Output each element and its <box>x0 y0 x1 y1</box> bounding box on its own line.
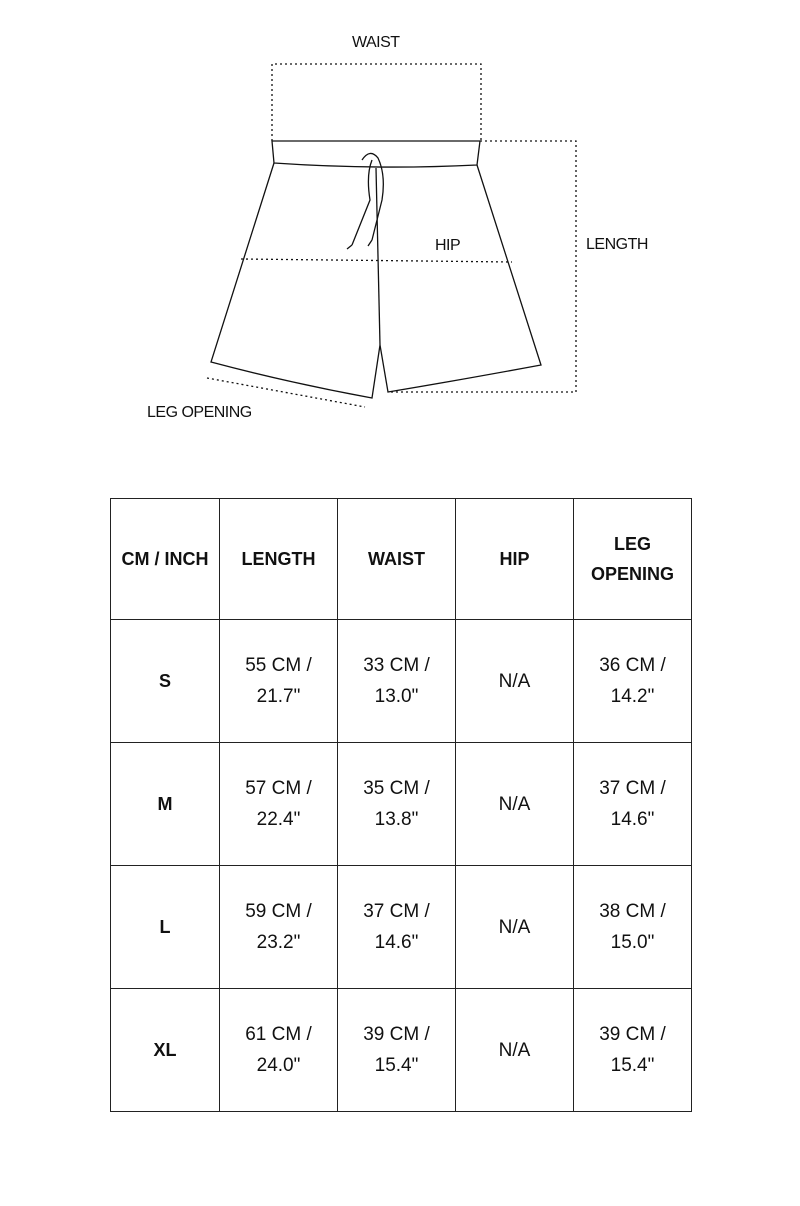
size-cell: M <box>111 743 220 866</box>
hip-cell: N/A <box>456 989 574 1112</box>
header-leg-opening: LEG OPENING <box>574 499 692 620</box>
leg-opening-cell: 37 CM / 14.6" <box>574 743 692 866</box>
hip-cell: N/A <box>456 743 574 866</box>
shorts-illustration <box>0 0 800 440</box>
leg-opening-label: LEG OPENING <box>147 404 252 421</box>
length-cell: 57 CM / 22.4" <box>220 743 338 866</box>
leg-opening-cell: 39 CM / 15.4" <box>574 989 692 1112</box>
header-hip: HIP <box>456 499 574 620</box>
header-waist: WAIST <box>338 499 456 620</box>
table-header-row <box>111 499 692 620</box>
table-row <box>111 743 692 866</box>
leg-opening-cell: 38 CM / 15.0" <box>574 866 692 989</box>
length-label: LENGTH <box>586 236 648 253</box>
center-seam <box>376 168 380 345</box>
hip-guide <box>241 259 512 262</box>
waist-guide <box>272 64 481 141</box>
leg-opening-cell: 36 CM / 14.2" <box>574 620 692 743</box>
waistband-outline <box>272 141 480 167</box>
header-unit: CM / INCH <box>111 499 220 620</box>
waist-cell: 35 CM / 13.8" <box>338 743 456 866</box>
waist-cell: 37 CM / 14.6" <box>338 866 456 989</box>
length-cell: 61 CM / 24.0" <box>220 989 338 1112</box>
waist-cell: 39 CM / 15.4" <box>338 989 456 1112</box>
table-row <box>111 989 692 1112</box>
waist-label: WAIST <box>352 34 400 51</box>
header-length: LENGTH <box>220 499 338 620</box>
table-row <box>111 620 692 743</box>
shorts-diagram <box>0 0 800 440</box>
length-cell: 55 CM / 21.7" <box>220 620 338 743</box>
hip-cell: N/A <box>456 620 574 743</box>
length-cell: 59 CM / 23.2" <box>220 866 338 989</box>
size-cell: L <box>111 866 220 989</box>
size-cell: S <box>111 620 220 743</box>
waist-cell: 33 CM / 13.0" <box>338 620 456 743</box>
table-row <box>111 866 692 989</box>
hip-label: HIP <box>435 237 461 254</box>
hip-cell: N/A <box>456 866 574 989</box>
size-chart-table <box>110 498 692 1112</box>
shorts-body-outline <box>211 163 541 398</box>
size-cell: XL <box>111 989 220 1112</box>
